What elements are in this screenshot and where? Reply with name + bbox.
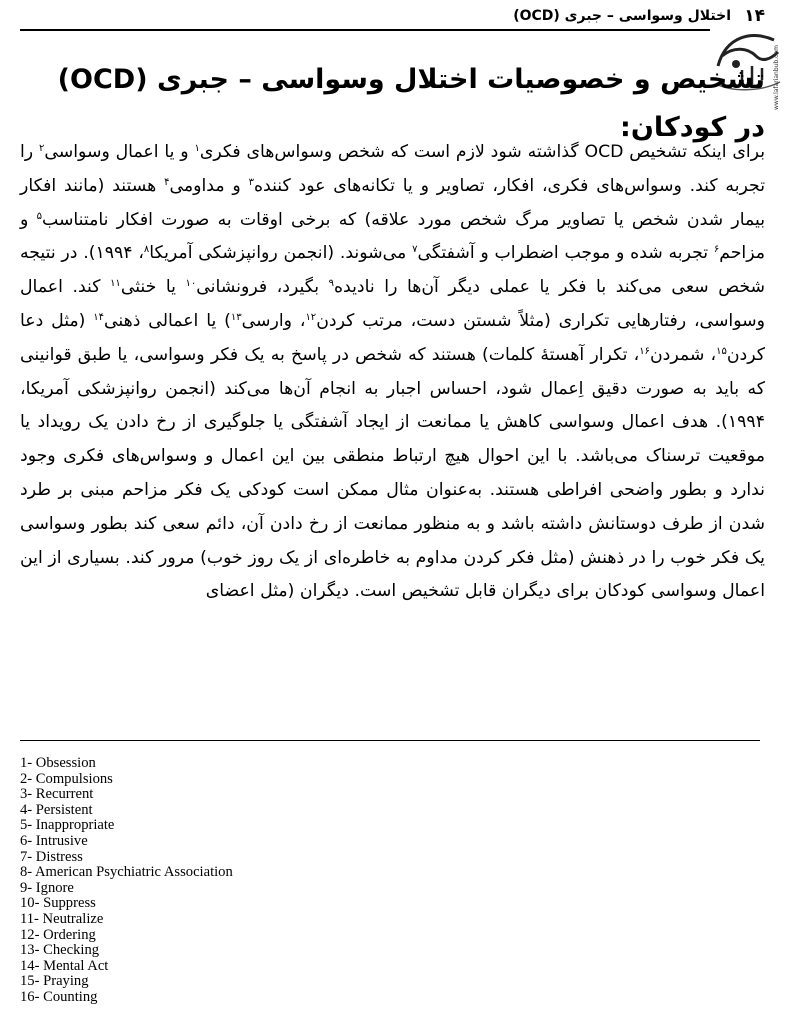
footnote-ref: ۱	[194, 143, 200, 154]
footnote-ref: ۱۵	[716, 345, 727, 357]
footnote-ref: ۲	[38, 143, 45, 154]
body-text-run: ، شمردن	[649, 344, 717, 365]
running-title: اختلال وسواسی – جبری (OCD)	[513, 8, 731, 24]
footnote-ref: ۱۱	[110, 278, 121, 290]
logo-url: www.lafarianbub.com	[773, 45, 780, 110]
body-paragraph	[20, 136, 765, 609]
body-text-run: تجربه شده و موجب اضطراب و آشفتگی	[417, 243, 714, 264]
footnote-item: 14- Mental Act	[20, 957, 109, 974]
header-divider	[20, 29, 710, 31]
footnote-ref: ۷	[412, 244, 418, 256]
footnote-item: 4- Persistent	[20, 801, 93, 818]
footnote-item: 7- Distress	[20, 848, 83, 865]
body-text-run: ، وارسی	[241, 310, 306, 331]
running-header	[480, 6, 765, 28]
footnote-ref: ۱۳	[230, 311, 242, 323]
footnote-ref: ۳	[248, 176, 254, 188]
footnote-item: 16- Counting	[20, 988, 98, 1005]
body-text-run: یا خنثی	[120, 277, 186, 298]
body-text-run: و مزاحم	[20, 209, 765, 264]
footnote-ref: ۱۲	[305, 311, 317, 323]
footnote-ref: ۴	[164, 176, 170, 188]
footnote-ref: ۶	[713, 244, 720, 256]
footnote-divider	[20, 740, 760, 741]
footnote-ref: ۱۶	[639, 345, 650, 357]
body-text-run: (مثل دعا کردن	[20, 310, 765, 365]
body-text-run: و یا اعمال وسواسی	[44, 142, 195, 162]
footnote-item: 1- Obsession	[20, 755, 96, 771]
footnote-item: 8- American Psychiatric Association	[20, 864, 233, 881]
footnote-item: 10- Suppress	[20, 895, 96, 912]
footnote-item: 5- Inappropriate	[20, 817, 115, 834]
body-text-run: را تجربه کند. وسواس‌های فکری، افکار، تصاویر و یا تکانه‌های عود کننده	[20, 142, 766, 196]
body-text-run: برای اینکه تشخیص OCD گذاشته شود لازم است که شخص وسواس‌های فکری	[199, 142, 766, 162]
footnote-item: 15- Praying	[20, 973, 89, 990]
footnote-ref: ۹	[328, 278, 334, 290]
body-text-run: بگیرد، فرونشانی	[196, 277, 329, 298]
body-text-run: هستند (مانند افکار بیمار شدن شخص یا تصاویر مرگ شخص مورد علاقه) که برخی اوقات به صورت افکار نامتناسب	[20, 175, 765, 230]
footnote-item: 11- Neutralize	[20, 910, 104, 927]
body-text-run: ، تکرار آهستهٔ کلمات) هستند که شخص در پاسخ به یک فکر وسواسی، یا طبق قوانینی که باید به صورت دقیق اِعمال شود، احساس اجبار به انجام آن‌ها می‌کند (انجمن روانپزشکی آمریکا، ۱۹۹۴). هدف اعمال وسواسی کاهش یا ممانعت از ایجاد آشفتگی یا جلوگیری از رخ دادن یک رویداد یا موقعیت ترسناک می‌باشد. با این احوال هیچ ارتباط منطقی بین این اعمال و وسواس‌های فکری وجود ندارد و بطور واضحی افراطی هستند. به‌عنوان مثال ممکن است کودکی یک فکر مزاحم مبنی بر طرد شدن از طرف دوستانش داشته باشد و به منظور ممانعت از رخ دادن آن، دائم سعی کند بطور وسواسی یک فکر خوب را در ذهنش (مثل فکر کردن مداوم به خاطره‌ای از یک روز خوب) مرور کند. بسیاری از این اعمال وسواسی کودکان برای دیگران قابل تشخیص است. دیگران (مثل اعضای	[20, 344, 765, 602]
page-number: ۱۴	[744, 6, 765, 26]
body-text-run: و مداومی	[169, 175, 249, 196]
footnote-item: 6- Intrusive	[20, 832, 88, 849]
footnote-ref: ۵	[36, 210, 42, 222]
footnote-ref: ۸	[143, 244, 150, 256]
section-heading: تشخیص و خصوصیات اختلال وسواسی – جبری (OCD) در کودکان:	[57, 64, 765, 143]
footnote-item: 3- Recurrent	[20, 786, 94, 803]
footnote-item: 12- Ordering	[20, 926, 96, 943]
footnote-item: 2- Compulsions	[20, 770, 113, 787]
body-text-run: کند. اعمال وسواسی، رفتارهایی تکراری (مثلاً شستن دست، مرتب کردن	[20, 277, 765, 331]
body-text-run: ) یا اعمالی ذهنی	[104, 310, 231, 331]
footnote-item: 13- Checking	[20, 942, 100, 959]
body-text-run: ، ۱۹۹۴). در نتیجه شخص سعی می‌کند با فکر یا عملی دیگر آن‌ها را نادیده	[20, 243, 766, 298]
footnote-item: 9- Ignore	[20, 879, 74, 896]
footnote-list	[20, 756, 420, 1006]
body-text-run: می‌شوند. (انجمن روانپزشکی آمریکا	[149, 243, 413, 264]
footnote-ref: ۱۴	[93, 311, 105, 323]
footnote-ref: ۱۰	[185, 278, 197, 290]
